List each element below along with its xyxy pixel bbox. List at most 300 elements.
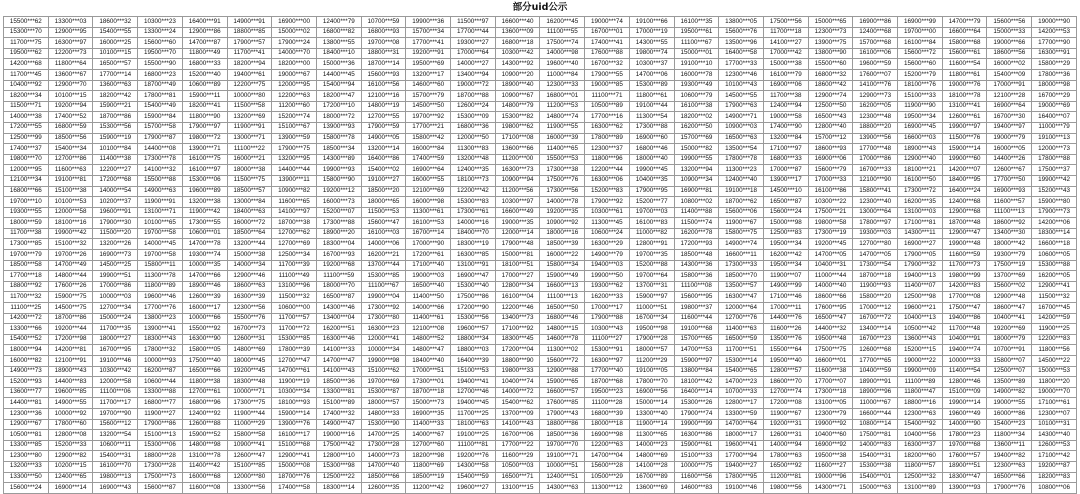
uid-cell: 16200***78 bbox=[674, 228, 719, 239]
uid-cell: 11000***29 bbox=[227, 419, 272, 430]
uid-cell: 16200***45 bbox=[540, 17, 585, 28]
table-row bbox=[4, 398, 1077, 409]
uid-cell: 17400***59 bbox=[406, 154, 451, 165]
uid-cell: 14700***64 bbox=[719, 419, 764, 430]
uid-cell: 11800***47 bbox=[898, 387, 943, 398]
uid-cell: 18200***98 bbox=[406, 451, 451, 462]
uid-cell: 18700***38 bbox=[272, 218, 317, 229]
uid-cell: 18500***66 bbox=[361, 472, 406, 483]
uid-cell: 17900***32 bbox=[898, 260, 943, 271]
uid-cell: 11500***32 bbox=[1032, 292, 1077, 303]
uid-cell: 19500***34 bbox=[763, 239, 808, 250]
uid-cell: 11500***20 bbox=[93, 228, 138, 239]
uid-cell: 12400***68 bbox=[942, 197, 987, 208]
uid-cell: 13600***69 bbox=[629, 483, 674, 494]
uid-cell: 14000***34 bbox=[227, 260, 272, 271]
uid-cell: 17300***75 bbox=[227, 398, 272, 409]
uid-cell: 16600***11 bbox=[719, 250, 764, 261]
uid-cell: 12900***70 bbox=[48, 80, 93, 91]
uid-cell: 11600***63 bbox=[48, 165, 93, 176]
uid-cell: 17500***42 bbox=[316, 440, 361, 451]
uid-cell: 14100***43 bbox=[495, 419, 540, 430]
uid-cell: 19400***27 bbox=[719, 461, 764, 472]
uid-cell: 15800***68 bbox=[942, 38, 987, 49]
uid-cell: 16900***06 bbox=[763, 80, 808, 91]
uid-cell: 13500***76 bbox=[763, 334, 808, 345]
uid-cell: 19000***76 bbox=[942, 80, 987, 91]
uid-cell: 12700***80 bbox=[853, 239, 898, 250]
uid-cell: 11600***26 bbox=[763, 324, 808, 335]
uid-cell: 16800***18 bbox=[495, 38, 540, 49]
uid-cell: 16900***64 bbox=[987, 101, 1032, 112]
uid-cell: 15000***24 bbox=[93, 313, 138, 324]
uid-cell: 17300***28 bbox=[361, 440, 406, 451]
uid-cell: 19800***70 bbox=[4, 154, 49, 165]
uid-cell: 18600***92 bbox=[987, 218, 1032, 229]
uid-cell: 14900***47 bbox=[316, 419, 361, 430]
uid-cell: 13400***73 bbox=[495, 313, 540, 324]
uid-cell: 14000***73 bbox=[361, 451, 406, 462]
uid-cell: 12900***47 bbox=[942, 228, 987, 239]
uid-cell: 10900***41 bbox=[227, 440, 272, 451]
table-row bbox=[4, 101, 1077, 112]
uid-cell: 19000***66 bbox=[987, 38, 1032, 49]
uid-cell: 17300***88 bbox=[316, 218, 361, 229]
uid-cell: 15200***15 bbox=[898, 345, 943, 356]
uid-cell: 18000***57 bbox=[361, 398, 406, 409]
uid-cell: 18200***34 bbox=[4, 91, 49, 102]
uid-cell: 18100***93 bbox=[272, 398, 317, 409]
table-row bbox=[4, 48, 1077, 59]
uid-cell: 19500***69 bbox=[406, 59, 451, 70]
uid-cell: 14800***44 bbox=[48, 271, 93, 282]
uid-cell: 13600***67 bbox=[48, 69, 93, 80]
uid-cell: 14400***81 bbox=[4, 398, 49, 409]
uid-cell: 13000***71 bbox=[227, 133, 272, 144]
uid-cell: 17900***87 bbox=[138, 133, 183, 144]
uid-cell: 11400***61 bbox=[406, 313, 451, 324]
uid-cell: 15800***90 bbox=[316, 175, 361, 186]
uid-cell: 18100***21 bbox=[898, 165, 943, 176]
uid-cell: 11100***06 bbox=[93, 387, 138, 398]
uid-cell: 16500***92 bbox=[763, 461, 808, 472]
uid-cell: 12800***10 bbox=[316, 451, 361, 462]
uid-cell: 12900***95 bbox=[48, 27, 93, 38]
uid-cell: 17300***01 bbox=[406, 377, 451, 388]
uid-cell: 13200***94 bbox=[674, 165, 719, 176]
uid-cell: 17700***21 bbox=[406, 122, 451, 133]
uid-cell: 11900***27 bbox=[138, 408, 183, 419]
uid-cell: 13700***44 bbox=[361, 260, 406, 271]
uid-cell: 19500***34 bbox=[898, 112, 943, 123]
uid-cell: 12500***34 bbox=[272, 250, 317, 261]
uid-cell: 12300***36 bbox=[4, 408, 49, 419]
table-row bbox=[4, 377, 1077, 388]
uid-cell: 18800***28 bbox=[138, 451, 183, 462]
uid-cell: 18000***72 bbox=[316, 112, 361, 123]
uid-cell: 14700***87 bbox=[182, 38, 227, 49]
uid-cell: 11800***57 bbox=[898, 461, 943, 472]
uid-cell: 16000***82 bbox=[4, 356, 49, 367]
uid-cell: 14000***90 bbox=[942, 419, 987, 430]
uid-cell: 17300***80 bbox=[361, 313, 406, 324]
uid-cell: 10300***34 bbox=[272, 387, 317, 398]
uid-cell: 10300***37 bbox=[629, 59, 674, 70]
uid-cell: 10600***79 bbox=[674, 91, 719, 102]
uid-cell: 16400***58 bbox=[719, 48, 764, 59]
uid-cell: 12200***44 bbox=[585, 165, 630, 176]
table-row bbox=[4, 334, 1077, 345]
uid-cell: 11100***13 bbox=[540, 292, 585, 303]
uid-cell: 10300***23 bbox=[138, 17, 183, 28]
uid-cell: 13500***89 bbox=[987, 377, 1032, 388]
uid-cell: 17900***48 bbox=[495, 239, 540, 250]
uid-cell: 16000***21 bbox=[227, 154, 272, 165]
uid-cell: 14300***92 bbox=[495, 59, 540, 70]
uid-cell: 14800***69 bbox=[629, 451, 674, 462]
uid-cell: 16500***71 bbox=[495, 472, 540, 483]
uid-cell: 14800***47 bbox=[406, 345, 451, 356]
uid-cell: 15800***11 bbox=[138, 260, 183, 271]
uid-cell: 18400***10 bbox=[316, 48, 361, 59]
uid-cell: 14200***06 bbox=[1032, 218, 1077, 229]
uid-cell: 11700***41 bbox=[227, 48, 272, 59]
uid-cell: 19000***85 bbox=[585, 80, 630, 91]
uid-cell: 13200***44 bbox=[227, 239, 272, 250]
uid-cell: 15100***85 bbox=[227, 461, 272, 472]
uid-cell: 10100***31 bbox=[1032, 419, 1077, 430]
uid-cell: 16800***23 bbox=[138, 69, 183, 80]
uid-cell: 19600***57 bbox=[451, 324, 496, 335]
table-row bbox=[4, 218, 1077, 229]
uid-cell: 15600***95 bbox=[674, 292, 719, 303]
uid-cell: 16300***29 bbox=[585, 239, 630, 250]
uid-cell: 19600***49 bbox=[942, 408, 987, 419]
uid-cell: 10500***81 bbox=[4, 430, 49, 441]
uid-cell: 16900***27 bbox=[898, 239, 943, 250]
uid-cell: 11700***38 bbox=[4, 228, 49, 239]
uid-cell: 10300***43 bbox=[585, 324, 630, 335]
uid-cell: 16000***72 bbox=[227, 218, 272, 229]
uid-cell: 18800***85 bbox=[227, 27, 272, 38]
table-row bbox=[4, 271, 1077, 282]
uid-cell: 12700***34 bbox=[93, 303, 138, 314]
uid-cell: 11400***50 bbox=[406, 292, 451, 303]
uid-cell: 17900***75 bbox=[272, 144, 317, 155]
uid-cell: 12900***74 bbox=[808, 91, 853, 102]
uid-cell: 17000***12 bbox=[853, 303, 898, 314]
uid-cell: 11900***55 bbox=[540, 122, 585, 133]
uid-cell: 18600***66 bbox=[808, 292, 853, 303]
table-row bbox=[4, 250, 1077, 261]
uid-cell: 17700***90 bbox=[1032, 38, 1077, 49]
uid-cell: 15000***81 bbox=[495, 250, 540, 261]
uid-cell: 11100***55 bbox=[540, 27, 585, 38]
uid-cell: 16000***02 bbox=[987, 59, 1032, 70]
uid-cell: 19800***62 bbox=[495, 122, 540, 133]
uid-cell: 16300***47 bbox=[719, 292, 764, 303]
uid-cell: 11300***65 bbox=[629, 430, 674, 441]
uid-cell: 16000***39 bbox=[540, 133, 585, 144]
uid-cell: 16900***93 bbox=[987, 186, 1032, 197]
uid-cell: 16200***05 bbox=[853, 101, 898, 112]
uid-cell: 15200***74 bbox=[272, 112, 317, 123]
uid-cell: 19900***92 bbox=[808, 419, 853, 430]
uid-cell: 15100***68 bbox=[272, 440, 317, 451]
uid-cell: 17300***19 bbox=[808, 228, 853, 239]
uid-cell: 17000***19 bbox=[629, 27, 674, 38]
uid-cell: 19700***00 bbox=[898, 27, 943, 38]
uid-cell: 16900***98 bbox=[585, 430, 630, 441]
uid-cell: 15300***06 bbox=[182, 175, 227, 186]
uid-cell: 15200***33 bbox=[48, 440, 93, 451]
uid-cell: 17800***70 bbox=[629, 377, 674, 388]
uid-cell: 19600***21 bbox=[898, 303, 943, 314]
uid-cell: 13200***54 bbox=[93, 430, 138, 441]
uid-cell: 18500***70 bbox=[719, 271, 764, 282]
uid-cell: 16300***23 bbox=[361, 324, 406, 335]
uid-cell: 14700***05 bbox=[853, 250, 898, 261]
uid-cell: 16900***60 bbox=[629, 133, 674, 144]
uid-cell: 14900***91 bbox=[227, 17, 272, 28]
uid-cell: 11800***49 bbox=[182, 48, 227, 59]
uid-cell: 17200***61 bbox=[406, 250, 451, 261]
table-row bbox=[4, 345, 1077, 356]
uid-cell: 17900***30 bbox=[93, 218, 138, 229]
uid-cell: 15500***53 bbox=[540, 154, 585, 165]
uid-cell: 13200***95 bbox=[272, 154, 317, 165]
uid-cell: 18700***86 bbox=[48, 313, 93, 324]
uid-cell: 14300***46 bbox=[316, 303, 361, 314]
uid-cell: 19600***85 bbox=[48, 387, 93, 398]
uid-cell: 10400***56 bbox=[898, 430, 943, 441]
uid-cell: 14600***78 bbox=[540, 334, 585, 345]
uid-cell: 19100***25 bbox=[451, 430, 496, 441]
uid-cell: 13300***03 bbox=[48, 17, 93, 28]
uid-cell: 17200***10 bbox=[316, 101, 361, 112]
uid-cell: 12300***46 bbox=[719, 69, 764, 80]
uid-cell: 16100***35 bbox=[674, 17, 719, 28]
uid-cell: 19000***35 bbox=[495, 218, 540, 229]
uid-cell: 17900***28 bbox=[629, 334, 674, 345]
uid-cell: 15500***90 bbox=[138, 59, 183, 70]
uid-cell: 12900***67 bbox=[4, 419, 49, 430]
uid-cell: 14700***49 bbox=[48, 260, 93, 271]
uid-cell: 17300***78 bbox=[138, 154, 183, 165]
uid-cell: 16000***25 bbox=[93, 38, 138, 49]
uid-cell: 12900***46 bbox=[227, 271, 272, 282]
uid-cell: 11600***56 bbox=[674, 472, 719, 483]
uid-cell: 18200***42 bbox=[93, 91, 138, 102]
uid-cell: 18000***45 bbox=[227, 356, 272, 367]
uid-cell: 10400***92 bbox=[4, 80, 49, 91]
uid-cell: 16500***59 bbox=[719, 334, 764, 345]
uid-cell: 10900***67 bbox=[495, 91, 540, 102]
uid-cell: 12300***40 bbox=[853, 197, 898, 208]
uid-cell: 11300***23 bbox=[719, 165, 764, 176]
uid-cell: 18000***57 bbox=[629, 345, 674, 356]
uid-cell: 15900***21 bbox=[93, 101, 138, 112]
uid-cell: 10800***14 bbox=[853, 419, 898, 430]
uid-cell: 16100***03 bbox=[361, 228, 406, 239]
uid-cell: 17100***97 bbox=[763, 144, 808, 155]
uid-cell: 19900***42 bbox=[1032, 175, 1077, 186]
uid-cell: 17800***88 bbox=[1032, 154, 1077, 165]
uid-cell: 13900***17 bbox=[763, 175, 808, 186]
uid-cell: 15400***31 bbox=[93, 451, 138, 462]
uid-cell: 13400***30 bbox=[987, 228, 1032, 239]
uid-cell: 13200***69 bbox=[227, 112, 272, 123]
uid-cell: 18300***47 bbox=[942, 472, 987, 483]
uid-cell: 14200***72 bbox=[4, 313, 49, 324]
uid-cell: 10000***93 bbox=[138, 356, 183, 367]
uid-cell: 17700***07 bbox=[808, 377, 853, 388]
uid-cell: 15100***32 bbox=[48, 239, 93, 250]
uid-cell: 16800***82 bbox=[316, 27, 361, 38]
uid-cell: 12900***48 bbox=[987, 292, 1032, 303]
uid-cell: 13200***33 bbox=[4, 461, 49, 472]
uid-cell: 19500***34 bbox=[763, 260, 808, 271]
uid-cell: 17800***63 bbox=[763, 451, 808, 462]
uid-cell: 17200***90 bbox=[451, 303, 496, 314]
uid-cell: 17400***52 bbox=[48, 112, 93, 123]
uid-cell: 19100***46 bbox=[93, 356, 138, 367]
uid-cell: 15600***61 bbox=[942, 48, 987, 59]
uid-cell: 11500***97 bbox=[451, 17, 496, 28]
uid-cell: 13300***56 bbox=[227, 483, 272, 494]
uid-cell: 14900***79 bbox=[585, 250, 630, 261]
uid-cell: 18400***70 bbox=[451, 228, 496, 239]
uid-cell: 17600***07 bbox=[853, 69, 898, 80]
table-row bbox=[4, 313, 1077, 324]
uid-cell: 11100***13 bbox=[987, 207, 1032, 218]
uid-cell: 14900***82 bbox=[987, 387, 1032, 398]
uid-cell: 16000***17 bbox=[182, 303, 227, 314]
uid-cell: 16800***77 bbox=[138, 398, 183, 409]
uid-cell: 18200***00 bbox=[272, 59, 317, 70]
uid-cell: 10100***15 bbox=[93, 48, 138, 59]
uid-cell: 16500***66 bbox=[987, 472, 1032, 483]
uid-cell: 10400***60 bbox=[808, 430, 853, 441]
uid-cell: 18400***40 bbox=[406, 356, 451, 367]
uid-cell: 18500***19 bbox=[406, 472, 451, 483]
uid-cell: 15600***28 bbox=[585, 461, 630, 472]
uid-cell: 18700***18 bbox=[853, 271, 898, 282]
uid-cell: 12500***83 bbox=[763, 228, 808, 239]
uid-cell: 15600***72 bbox=[540, 356, 585, 367]
uid-cell: 13700***09 bbox=[495, 408, 540, 419]
uid-cell: 16900***45 bbox=[898, 122, 943, 133]
uid-cell: 10400***74 bbox=[495, 377, 540, 388]
uid-cell: 16700***93 bbox=[316, 250, 361, 261]
uid-cell: 12100***91 bbox=[48, 356, 93, 367]
uid-cell: 18200***02 bbox=[674, 112, 719, 123]
uid-cell: 15100***38 bbox=[48, 186, 93, 197]
uid-cell: 19000***55 bbox=[987, 398, 1032, 409]
uid-cell: 13400***94 bbox=[451, 69, 496, 80]
uid-cell: 16900***35 bbox=[406, 408, 451, 419]
uid-cell: 19400***45 bbox=[451, 398, 496, 409]
uid-cell: 10400***91 bbox=[942, 334, 987, 345]
uid-cell: 16100***04 bbox=[495, 292, 540, 303]
uid-cell: 16100***83 bbox=[629, 218, 674, 229]
uid-cell: 15400***62 bbox=[495, 398, 540, 409]
uid-cell: 18700***14 bbox=[361, 59, 406, 70]
uid-cell: 11100***49 bbox=[272, 271, 317, 282]
uid-cell: 14200***83 bbox=[942, 281, 987, 292]
uid-cell: 16800***33 bbox=[182, 59, 227, 70]
uid-cell: 14800***19 bbox=[361, 101, 406, 112]
uid-cell: 11200***81 bbox=[763, 472, 808, 483]
uid-cell: 11600***29 bbox=[495, 451, 540, 462]
uid-cell: 16900***00 bbox=[272, 17, 317, 28]
uid-cell: 19700***58 bbox=[138, 250, 183, 261]
uid-cell: 15600***87 bbox=[138, 483, 183, 494]
uid-cell: 14800***52 bbox=[406, 334, 451, 345]
uid-cell: 15800***42 bbox=[406, 133, 451, 144]
uid-cell: 14500***25 bbox=[93, 260, 138, 271]
uid-cell: 12800***40 bbox=[808, 122, 853, 133]
uid-cell: 13700***69 bbox=[987, 271, 1032, 282]
uid-cell: 11200***60 bbox=[272, 101, 317, 112]
uid-cell: 16700***95 bbox=[93, 345, 138, 356]
uid-cell: 17900***74 bbox=[674, 408, 719, 419]
uid-cell: 17000***91 bbox=[987, 80, 1032, 91]
uid-cell: 15800***78 bbox=[316, 133, 361, 144]
uid-cell: 15300***90 bbox=[361, 419, 406, 430]
uid-cell: 15000***38 bbox=[763, 59, 808, 70]
uid-cell: 17700***40 bbox=[585, 366, 630, 377]
uid-cell: 18500***57 bbox=[227, 186, 272, 197]
uid-cell: 12300***48 bbox=[853, 112, 898, 123]
uid-cell: 12900***40 bbox=[898, 154, 943, 165]
uid-cell: 11200***42 bbox=[406, 483, 451, 494]
uid-cell: 15100***33 bbox=[674, 451, 719, 462]
uid-cell: 13500***57 bbox=[719, 281, 764, 292]
uid-cell: 15600***06 bbox=[719, 207, 764, 218]
uid-cell: 15000***82 bbox=[674, 144, 719, 155]
uid-cell: 18100***42 bbox=[674, 377, 719, 388]
uid-cell: 15900***14 bbox=[942, 144, 987, 155]
uid-cell: 10700***91 bbox=[987, 345, 1032, 356]
uid-cell: 16100***86 bbox=[808, 186, 853, 197]
uid-cell: 17900***92 bbox=[585, 197, 630, 208]
uid-cell: 16500***66 bbox=[182, 366, 227, 377]
uid-cell: 17600***85 bbox=[540, 398, 585, 409]
uid-cell: 10900***34 bbox=[674, 175, 719, 186]
uid-cell: 14700***25 bbox=[361, 430, 406, 441]
uid-cell: 15300***85 bbox=[272, 334, 317, 345]
uid-cell: 17400***37 bbox=[4, 144, 49, 155]
uid-cell: 11900***90 bbox=[898, 101, 943, 112]
uid-cell: 15100***89 bbox=[316, 398, 361, 409]
uid-cell: 13100***05 bbox=[808, 398, 853, 409]
uid-cell: 16300***62 bbox=[585, 122, 630, 133]
uid-cell: 14300***63 bbox=[540, 483, 585, 494]
uid-cell: 15400***92 bbox=[898, 419, 943, 430]
uid-cell: 18700***62 bbox=[719, 197, 764, 208]
uid-cell: 18900***46 bbox=[182, 281, 227, 292]
uid-cell: 15900***19 bbox=[93, 133, 138, 144]
uid-cell: 12200***63 bbox=[272, 91, 317, 102]
uid-cell: 11000***44 bbox=[808, 271, 853, 282]
uid-cell: 16700***23 bbox=[853, 334, 898, 345]
uid-cell: 12700***61 bbox=[182, 387, 227, 398]
table-row bbox=[4, 483, 1077, 494]
uid-cell: 18000***70 bbox=[316, 281, 361, 292]
uid-cell: 14700***66 bbox=[182, 271, 227, 282]
uid-cell: 11700***32 bbox=[4, 292, 49, 303]
